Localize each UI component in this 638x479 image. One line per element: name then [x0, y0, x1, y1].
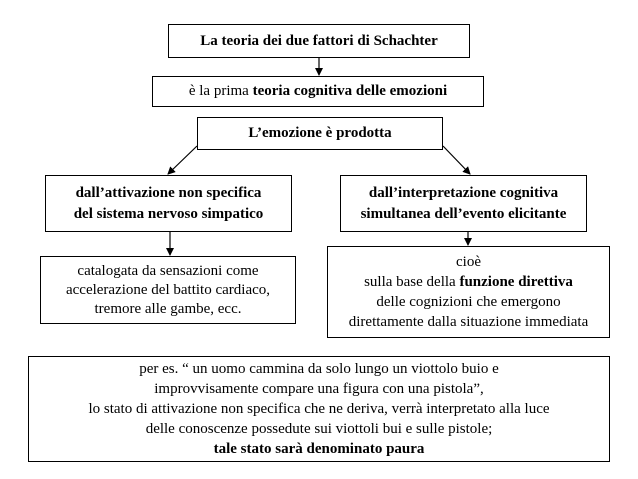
theory-box [152, 76, 484, 107]
right-detail-line-1: cioè [456, 254, 481, 270]
example-line-5: tale stato sarà denominato paura [213, 441, 425, 457]
left-cause-line-1: dall’attivazione non specifica [75, 184, 262, 201]
theory-prefix: è la prima [188, 83, 253, 99]
title-box [168, 24, 470, 58]
example-line-1: per es. “ un uomo cammina da solo lungo un viottolo buio e [139, 361, 499, 377]
example-box [28, 356, 610, 462]
left-detail-line-1: catalogata da sensazioni come [77, 262, 259, 279]
emotion-box [197, 117, 443, 150]
right-cause-box [340, 175, 587, 232]
left-detail-box [40, 256, 296, 324]
right-detail-line-2 [364, 272, 573, 292]
emotion-text: L’emozione è prodotta [248, 125, 392, 141]
theory-emphasis: teoria cognitiva delle emozioni [252, 83, 448, 99]
right-detail-line-4: direttamente dalla situazione immediata [348, 314, 589, 330]
left-detail-line-2: accelerazione del battito cardiaco, [65, 281, 271, 298]
right-cause-line-1: dall’interpretazione cognitiva [368, 184, 559, 201]
right-detail-line-2-prefix: sulla base della [364, 274, 460, 290]
right-detail-box [327, 246, 610, 338]
right-detail-line-2-emphasis: funzione direttiva [459, 274, 573, 290]
arrow-emotion-to-right-cause [443, 146, 470, 174]
theory-text [189, 83, 447, 100]
right-cause-line-2: simultanea dell’evento elicitante [360, 205, 567, 222]
example-line-3: lo stato di attivazione non specifica che ne deriva, verrà interpretato alla luce [88, 401, 550, 417]
diagram-title: La teoria dei due fattori di Schachter [200, 32, 438, 49]
example-line-2: improvvisamente compare una figura con una pistola”, [154, 381, 484, 397]
arrow-emotion-to-left-cause [168, 146, 197, 174]
left-cause-box [45, 175, 292, 232]
left-detail-line-3: tremore alle gambe, ecc. [94, 300, 242, 317]
left-cause-line-2: del sistema nervoso simpatico [73, 205, 264, 222]
example-line-4: delle conoscenze possedute sui viottoli bui e sulle pistole; [145, 421, 493, 437]
right-detail-line-3: delle cognizioni che emergono [376, 294, 561, 310]
